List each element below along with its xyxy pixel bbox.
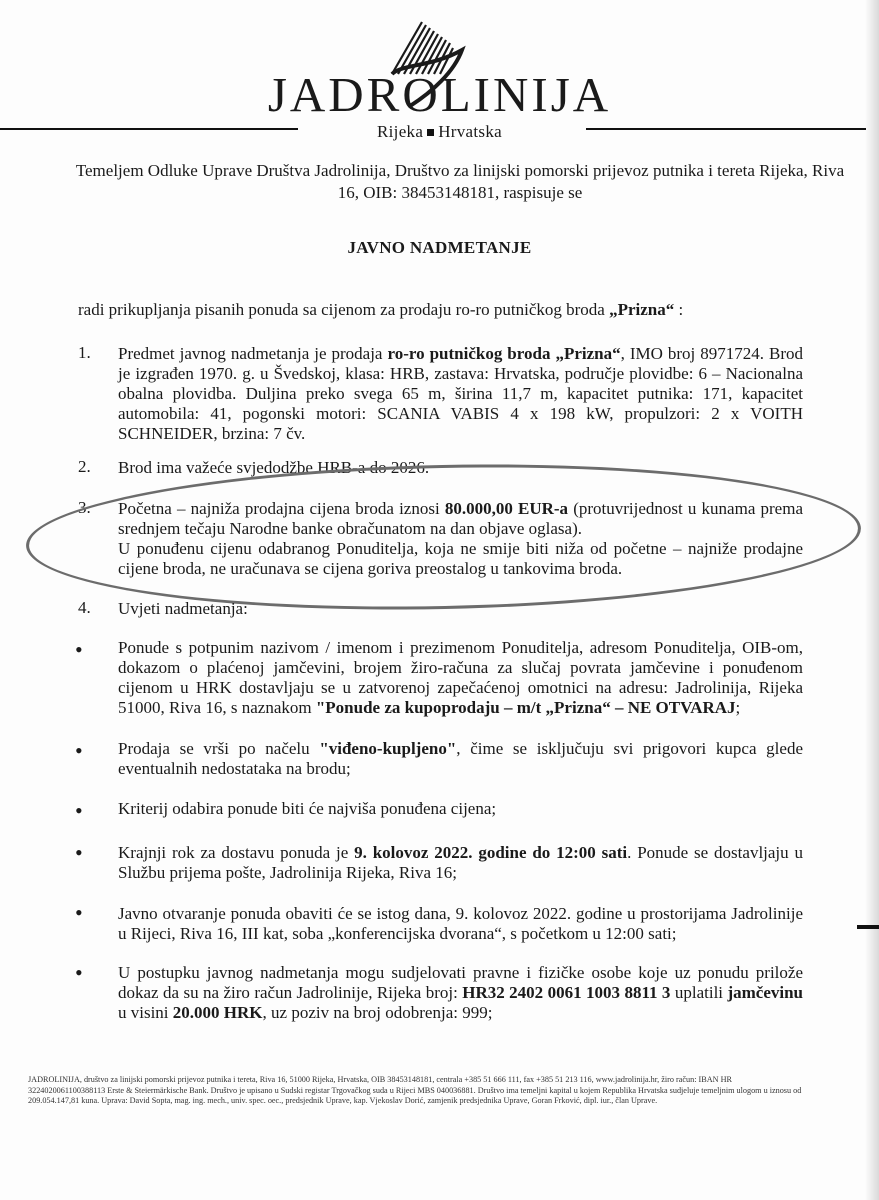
bullet-icon: • xyxy=(75,900,83,925)
item-2-text: Brod ima važeće svjedodžbe HRB-a do 2026. xyxy=(118,458,430,477)
bullet-2-principle: "viđeno-kupljeno" xyxy=(319,739,457,758)
bullet-2-part-a: Prodaja se vrši po načelu xyxy=(118,739,320,758)
bullet-6-text xyxy=(118,963,803,1023)
bullet-6-part-e: u visini xyxy=(118,1003,173,1022)
bullet-4-part-c: . Ponude se dostavljaju u Službu prijema pošte, Jadrolinija Rijeka, Riva 16; xyxy=(118,843,803,882)
bullet-icon: • xyxy=(75,840,83,865)
item-1-part-c: , IMO broj 8971724. Brod je izgrađen 1970. g. u Švedskoj, klasa: HRB, zastava: Hrvatska, područje plovidbe: 6 – Nacionalna obalna plovidba. Duljina preko svega 65 m, širina 11,7 m, kapacitet putnika: 171, kapacitet automobila: 41, pogonski motori: SCANIA VABIS 4 x 198 kW, propulzori: 2 x VOITH SCHNEIDER, brzina: 7 čv. xyxy=(118,344,803,443)
brand-location-city: Rijeka xyxy=(377,122,424,141)
bullet-4-deadline: 9. kolovoz 2022. godine do 12:00 sati xyxy=(354,843,628,862)
lead-sentence xyxy=(78,300,683,320)
bullet-6-iban: HR32 2402 0061 1003 8811 3 xyxy=(462,983,671,1002)
bullet-1-part-c: ; xyxy=(735,698,741,717)
bullet-2-text xyxy=(118,739,803,779)
bullet-icon: • xyxy=(75,798,83,823)
bullet-4-text xyxy=(118,843,803,883)
bullet-6-part-c: uplatili xyxy=(670,983,728,1002)
item-1-ship: ro-ro putničkog broda „Prizna“ xyxy=(387,344,621,363)
item-1-part-a: Predmet javnog nadmetanja je prodaja xyxy=(118,344,388,363)
bullet-6-part-a: U postupku javnog nadmetanja mogu sudjelovati pravne i fizičke osobe koje uz ponudu prilože dokaz da su na žiro račun Jadrolinije, Rijeka broj: xyxy=(118,963,803,1002)
bullet-1-part-a: Ponude s potpunim nazivom / imenom i prezimenom Ponuditelja, adresom Ponuditelja, OIB-om, dokazom o plaćenoj jamčevini, brojem žiro-računa za slučaj povrata jamčevine i ponuđenom cijenom u HRK dostavljaju se u zatvorenoj zapečaćenoj omotnici na adresu: Jadrolinija, Rijeka 51000, Riva 16, s naznakom xyxy=(118,638,803,717)
item-3-price: 80.000,00 EUR-a xyxy=(444,499,569,518)
scan-edge-shadow xyxy=(865,0,879,1200)
document-title: JAVNO NADMETANJE xyxy=(347,238,532,257)
bullet-icon: • xyxy=(75,637,83,662)
bullet-6-part-g: , uz poziv na broj odobrenja: 999; xyxy=(262,1003,493,1022)
item-3-part-d: U ponuđenu cijenu odabranog Ponuditelja, koja ne smije biti niža od početne – najniže prodajne cijene broda, ne uračunava se cijena goriva preostalog u tankovima broda. xyxy=(118,539,803,578)
bullet-6-amount: 20.000 HRK xyxy=(172,1003,263,1022)
item-number: 3. xyxy=(78,498,91,517)
bullet-icon: • xyxy=(75,738,83,763)
item-number: 2. xyxy=(78,457,91,476)
item-3-part-c: (protuvrijednost u kunama prema srednjem tečaju Narodne banke obračunatom na dan objave oglasa). xyxy=(118,499,803,538)
intro-paragraph: Temeljem Odluke Uprave Društva Jadrolinija, Društvo za linijski pomorski prijevoz putnika i tereta Rijeka, Riva 16, OIB: 38453148181, raspisuje se xyxy=(75,161,845,202)
bullet-1-label: "Ponude za kupoprodaju – m/t „Prizna“ – NE OTVARAJ xyxy=(315,698,736,717)
lead-ship-name: „Prizna“ xyxy=(609,300,675,319)
scan-edge-mark xyxy=(857,925,879,929)
lead-end: : xyxy=(674,300,684,319)
bullet-6-deposit-word: jamčevinu xyxy=(727,983,803,1002)
bullet-1-text xyxy=(118,638,803,718)
square-separator-icon xyxy=(427,129,434,136)
item-1-text xyxy=(118,344,803,444)
company-footer: JADROLINIJA, društvo za linijski pomorski prijevoz putnika i tereta, Riva 16, 51000 Rijeka, Hrvatska, OIB 38453148181, centrala +385 51 666 111, fax +385 51 213 116, www.jadrolinija.hr, žiro račun: IBAN HR 3224020061100388113 Erste & Steiermärkische Bank. Društvo je upisano u Sudski registar Trgovačkog suda u Rijeci MBS 040036881. Društvo ima temeljni kapital u kojem Republika Hrvatska sudjeluje temeljnim ulogom u iznosu od 209.054.147,81 kuna. Uprava: David Sopta, mag. ing. mech., univ. spec. oec., predsjednik Uprave, kap. Vjekoslav Dorić, zamjenik predsjednika Uprave, Goran Frković, dipl. iur., član Uprave. xyxy=(28,1075,802,1105)
item-number: 4. xyxy=(78,598,91,617)
brand-name: JADROLINIJA xyxy=(267,67,612,122)
bullet-4-part-a: Krajnji rok za dostavu ponuda je xyxy=(118,843,355,862)
bullet-3-text: Kriterij odabira ponude biti će najviša ponuđena cijena; xyxy=(118,799,497,818)
item-3-part-a: Početna – najniža prodajna cijena broda iznosi xyxy=(118,499,445,518)
bullet-2-part-c: , čime se isključuju svi prigovori kupca glede eventualnih nedostataka na brodu; xyxy=(118,739,803,778)
bullet-icon: • xyxy=(75,960,83,985)
brand-location xyxy=(0,122,879,142)
lead-text: radi prikupljanja pisanih ponuda sa cijenom za prodaju ro-ro putničkog broda xyxy=(78,300,610,319)
item-number: 1. xyxy=(78,343,91,362)
bullet-5-text: Javno otvaranje ponuda obaviti će se istog dana, 9. kolovoz 2022. godine u prostorijama Jadrolinije u Rijeci, Riva 16, III kat, soba „konferencijska dvorana“, s početkom u 12:00 sati; xyxy=(118,904,803,943)
brand-location-country: Hrvatska xyxy=(438,122,502,141)
item-4-text: Uvjeti nadmetanja: xyxy=(118,599,248,618)
hand-drawn-ellipse-annotation xyxy=(25,456,863,617)
